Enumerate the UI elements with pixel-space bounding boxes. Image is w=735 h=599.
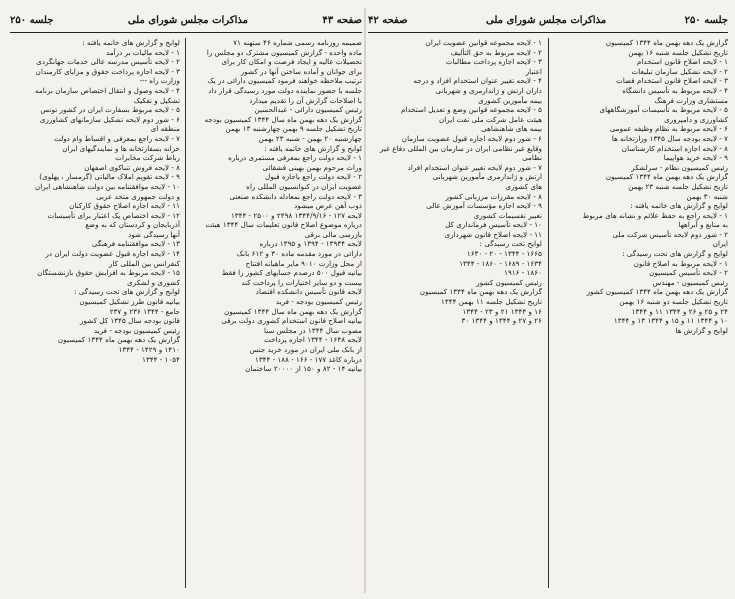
- text-line: ۱۶۶۵ - ۱۳۴۴ - ۲۰ - ۱۶۳۰: [466, 249, 542, 259]
- text-line: خزانه بسفارتخانه ها و نمایندگیهای ایران: [62, 143, 180, 153]
- text-line: به منابع و آبراهها: [678, 220, 728, 230]
- text-line: و دولت جمهوری متحد عربی: [96, 191, 180, 201]
- text-line: کشوری و لشکری: [127, 277, 180, 287]
- text-line: لوایح و گزارش ها: [675, 325, 728, 335]
- text-line: لوایح و گزارش های خاتمه یافته :: [630, 201, 728, 211]
- text-line: شنبه ۳۰ بهمن: [686, 191, 728, 201]
- text-line: ۱۲ - لایحه اختصاص یک اعتبار برای تأسیسات: [47, 210, 180, 220]
- text-line: گزارش یک دهه بهمن ماه ۱۳۴۴ کمیسیون: [605, 38, 728, 47]
- text-line: منطقه ای: [150, 124, 180, 134]
- text-line: رئیس کمیسیون کشور: [476, 277, 542, 287]
- text-line: لوایح و گزارش های خاتمه یافته :: [82, 38, 180, 47]
- text-line: ۵ - لایحه مجموعه قوانین وضع و تعدیل استخدام: [400, 105, 542, 115]
- text-line: با اصلاحات گزارش آن را تقدیم میدارد: [249, 95, 362, 105]
- text-line: تاریخ تشکیل جلسه ۱۱ بهمن ۱۳۴۴: [441, 297, 542, 307]
- text-line: ۲۶ و ۲۷ و ۱۳۴۴ و ۱۳۴۴ ۳۰: [461, 316, 542, 326]
- text-line: ۲ - لایحه تأسیس مدرسه عالی خدمات جهانگردی: [36, 57, 180, 67]
- text-line: لوایح و گزارش های تحت رسیدگی :: [622, 249, 728, 259]
- text-line: بازرسی مالی برقی: [304, 229, 362, 239]
- text-line: تغییر تقسیمات کشوری: [473, 210, 542, 220]
- left-page-session: جلسه ۲۵۰: [10, 14, 54, 26]
- text-line: جلسه با حضور نماینده دولت مورد رسیدگی قرار داد: [208, 85, 362, 95]
- text-line: ۱ - لایحه راجع به حفظ علائم و نشانه های مربوط: [582, 210, 728, 220]
- text-line: ۵ - لایحه مربوط بسفارت ایران در کشور تونس: [40, 105, 180, 115]
- text-line: درباره کاغذ ۱۷۷ - ۱۶۶ - ۱۸۸ - ۱۳۴۴: [254, 354, 362, 364]
- text-line: بیانیه اصلاح قانون استخدام کشوری دولت برقی: [221, 316, 362, 326]
- text-line: بیانیه قبول ۵۰۰ درصدم حسابهای کشور را فقط: [221, 268, 362, 278]
- text-line: رباط شرکت مخابرات: [115, 153, 180, 163]
- text-line: ۸ - لایحه فروش تنباکوی اصفهان: [84, 162, 180, 172]
- text-line: ۱۴ - لایحه اجازه قبول عضویت دولت ایران در: [45, 249, 180, 259]
- text-line: گزارش یک دهه بهمن ماه سال ۱۳۴۴ کمیسیون: [224, 306, 362, 316]
- text-line: گزارش یک دهه بهمن ماه سال ۱۳۴۴ کمیسیون بودجه: [204, 114, 362, 124]
- text-line: ۶ - شور دوم لایحه تشکیل سازمانهای کشاورزی: [39, 114, 180, 124]
- text-line: رئیس کمیسیون نظام - سرلشکر: [631, 162, 728, 172]
- text-line: ۱۵ - لایحه مربوط به افزایش حقوق بازنشستگان: [37, 268, 180, 278]
- right-page: [368, 8, 728, 593]
- right-page-number: صفحه ۴۲: [368, 14, 408, 26]
- text-line: مصوب سال ۱۳۴۴ در مجلس سنا: [264, 325, 362, 335]
- text-line: ۱ - لایحه اصلاح قانون استخدام: [636, 57, 728, 67]
- text-line: رئیس کمیسیون بودجه - فرید: [93, 325, 180, 335]
- text-line: ۵ - لایحه مربوط به تأسیسات آموزشگاههای: [599, 105, 728, 115]
- text-line: ۹ - لایحه اجازه مؤسسات آموزش عالی: [426, 201, 542, 211]
- text-line: لایحه قانون تأسیس دانشکده اقتصاد: [255, 287, 362, 297]
- right-page-session: جلسه ۲۵۰: [684, 14, 728, 26]
- text-line: لایحه ۱۲۷ - ۱۳۴۴/۹/۱۶ ۲۴۹۸ و ۲۵۰۰ - ۱۳۴۴: [230, 210, 362, 220]
- text-line: ۷ - لایحه راجع بمعرفی و اقساط وام دولت: [54, 133, 180, 143]
- text-line: کشاورزی و دامپروری: [664, 114, 728, 124]
- text-line: بیمه مأمورین کشوری: [478, 95, 542, 105]
- text-line: ۱ - لایحه دولت راجع بمعرفی مستمری درباره: [228, 153, 362, 163]
- text-line: ۶ - شور دوم لایحه اجازه قبول عضویت سازمان: [401, 133, 542, 143]
- text-line: گزارش یک دهه بهمن ماه ۱۳۴۴ کمیسیون: [605, 172, 728, 182]
- text-line: بیمه های شاهنشاهی: [481, 124, 542, 134]
- text-line: ارتش و ژاندارمری مأمورین شهربانی: [432, 172, 542, 182]
- text-line: جامع - ۱۳۴۴ ۲۳۶ و ۲۳۷: [109, 306, 180, 316]
- text-line: ۳ - لایحه اصلاح قانون استخدام قضات: [616, 76, 728, 86]
- text-line: ۲ - لایحه دولت راجع باجازه قبول: [265, 172, 362, 182]
- book-gutter: [364, 8, 366, 593]
- text-line: گزارش یک دهه بهمن ماه ۱۳۴۴ کمیسیون: [419, 287, 542, 297]
- text-line: ضمیمه روزنامه رسمی شماره ۴۶ ستهنه ۷۱: [233, 38, 362, 47]
- text-line: مستشاری وزارت فرهنگ: [654, 95, 728, 105]
- text-line: رئیس کمیسیون دارائی - عبدالحسین: [254, 105, 362, 115]
- text-line: ۱ - لایحه مجموعه قوانین عضویت ایران: [425, 38, 542, 47]
- text-line: ۲ - شور دوم لایحه تأسیس شرکت ملی: [612, 229, 728, 239]
- text-line: رئیس کمیسیون بودجه - فرید: [275, 297, 362, 307]
- text-line: تشکیل و تفکیک: [133, 95, 180, 105]
- text-line: قانون بودجه سال ۱۳۴۵ کل کشور: [79, 316, 180, 326]
- text-line: ۷ - شور دوم لایحه تغییر عنوان استخدام افراد: [407, 162, 542, 172]
- text-line: ۱۶۳۴ - ۱۶۸۹ - ۱۸۶۰ - ۱۳۴۴: [459, 258, 542, 268]
- text-line: ۳ - لایحه اجازه پرداخت حقوق و مزایای کارمندان: [35, 66, 180, 76]
- text-line: لوایح و گزارش های خاتمه یافته :: [264, 143, 362, 153]
- right-page-title: مذاکرات مجلس شورای ملی: [486, 14, 607, 26]
- text-line: ۱۱ - لایحه اجازه اصلاح حقوق کارکنان: [69, 201, 180, 211]
- text-line: تاریخ تشکیل جلسه ۹ بهمن چهارشنبه ۱۳ بهمن: [225, 124, 362, 134]
- text-line: ۹ - لایحه خرید هواپیما: [663, 153, 728, 163]
- text-line: از محل وزارت ۹۰۱۰ مایر ماهیانه افتتاح: [245, 258, 362, 268]
- text-line: ۱۳ - لایحه موافقتنامه فرهنگی: [91, 239, 180, 249]
- text-line: رئیس کمیسیون - مهندس: [652, 277, 728, 287]
- text-line: های کشوری: [505, 181, 542, 191]
- left-page-header: [10, 8, 362, 33]
- text-line: از بانک ملی ایران در مورد خرید جنس: [249, 345, 362, 354]
- text-line: وقایع غیر نظامی ایران در سازمان بین المللی دفاع غیر: [380, 143, 542, 153]
- text-line: ۹ - لایحه تقویم املاک مالیاتی (گرمسار ، پهلوی): [39, 172, 180, 182]
- text-line: ۱۰ - لایحه موافقتنامه بین دولت شاهنشاهی ایران: [35, 181, 180, 191]
- text-line: ۱۱ - لایحه اصلاح قانون شهرداری: [444, 229, 542, 239]
- text-line: گزارش یک دهه بهمن ماه ۱۳۴۴ کمیسیون کشور: [586, 287, 728, 297]
- text-line: ۱۴۱۰ و ۱۴۲۹ - ۱۳۴۴: [118, 345, 180, 354]
- text-line: ترتیب ملاحظه خواهند فرمود کمیسیون دارائی در یک: [207, 76, 362, 86]
- left-page-column-left: [10, 38, 180, 593]
- text-line: ۸ - لایحه اجازه استخدام کارشناسان: [621, 143, 728, 153]
- left-page: [10, 8, 362, 593]
- text-line: چهارشنبه ۲۰ بهمن - شنبه ۲۳ بهمن: [258, 133, 362, 143]
- text-line: ۴ - لایحه مربوط به تأسیس دانشگاه: [622, 85, 728, 95]
- text-line: وراث مرحوم بهمن بهینی قشقائی: [262, 162, 362, 172]
- text-line: ۲ - لایحه تأسیس کمیسیون: [649, 268, 728, 278]
- text-line: بیانیه ۱۴ - ۸۲ و ۱۵۰ از ۲۰۰۰۰ ساختمان: [245, 364, 362, 374]
- text-line: لایحه ۱۶۴۸ - ۱۳۴۴ اجازه پرداخت: [264, 335, 362, 345]
- text-line: لوایح و گزارش های تحت رسیدگی :: [74, 287, 180, 297]
- text-line: ۷ - لایحه بودجه سال ۱۳۴۵ وزارتخانه ها: [611, 133, 728, 143]
- text-line: ایران: [712, 239, 728, 249]
- text-line: برای جوانان و آماده ساختن آنها در کشور: [240, 66, 362, 76]
- left-page-column-right: [192, 38, 362, 593]
- text-line: نظامی: [522, 153, 542, 163]
- text-line: دارائی در مورد مقدمه ماده ۳۰ و ۶۱۲ بانک: [236, 249, 362, 259]
- text-line: ۱ - لایحه مالیات بر درآمد: [106, 47, 180, 57]
- text-line: کنفرانس بین المللی کار: [108, 258, 180, 268]
- text-line: ۲ - لایحه تشکیل سازمان تبلیغات: [631, 66, 728, 76]
- text-line: آنها رسیدگی شود: [128, 229, 180, 239]
- text-line: تاریخ تشکیل جلسه دو شنبه ۱۶ بهمن: [619, 297, 728, 307]
- text-line: ۴ - لایحه وصول و انتقال اختصاص سازمان برنامه: [35, 85, 180, 95]
- text-line: اعتبار: [525, 66, 542, 76]
- text-line: ۴ - لایحه تغییر عنوان استخدام افراد و درجه: [413, 76, 542, 86]
- text-line: لایحه ۱۳۹۳۴ - ۱۳۹۴ و ۱۳۹۵ درباره: [259, 239, 362, 249]
- text-line: ۲ - لایحه مربوط به حق التألیف: [450, 47, 542, 57]
- text-line: ۳ - لایحه دولت راجع بمعادله دانشکده صنعتی: [229, 191, 362, 201]
- text-line: گزارش یک دهه بهمن ماه ۱۳۴۴ کمیسیون: [57, 335, 180, 345]
- left-page-number: صفحه ۴۳: [322, 14, 362, 26]
- text-line: ۱۶ و ۱۳۴۴ ۲۱ و ۲۳ - ۱۳۴۴: [462, 306, 542, 316]
- right-page-column-right: [554, 38, 728, 593]
- text-line: بیست و دو سایر اختیارات را پرداخت کند: [241, 277, 362, 287]
- text-line: ذوب آهن عرض میشود: [294, 201, 362, 211]
- text-line: ماده واحده - گزارش کمیسیون مشترک دو مجلس را: [206, 47, 362, 57]
- right-page-column-left: [368, 38, 542, 593]
- text-line: عضویت ایران در کنوانسیون المللی راه: [246, 181, 362, 191]
- text-line: ۱۰۵۴ - ۱۳۴۴: [142, 354, 180, 364]
- text-line: لوایح تحت رسیدگی :: [479, 239, 542, 249]
- text-line: تحصیلات عالیه و ایجاد فرصت و امکان کار برای: [221, 57, 362, 67]
- text-line: ۱۰ - لایحه تأسیس فرمانداری کل: [445, 220, 542, 230]
- text-line: تاریخ تشکیل جلسه شنبه ۱۶ بهمن: [628, 47, 728, 57]
- text-line: ۸ - لایحه مقررات مرزبانی کشور: [445, 191, 542, 201]
- text-line: بیانیه قانون طرز تشکیل کمیسیون: [79, 297, 180, 307]
- text-line: ۳ - لایحه اجازه پرداخت مطالبات: [445, 57, 542, 67]
- right-page-header: [368, 8, 728, 33]
- text-line: تاریخ تشکیل جلسه شنبه ۲۳ بهمن: [628, 181, 728, 191]
- left-page-title: مذاکرات مجلس شورای ملی: [127, 14, 248, 26]
- text-line: ۶ - لایحه مربوط به نظام وظیفه عمومی: [609, 124, 728, 134]
- text-line: ۱۰ و ۱۳۴۴ ۱۱ و ۱۵ و ۱۳۴۴ ۱۳ و ۱۳۴۴: [613, 316, 728, 326]
- text-line: وزارت راه ---: [139, 76, 180, 86]
- text-line: ۲۴ و ۲۵ و ۲۶ و ۱۳۴۴ ۱۱ و ۱۳۴۴: [631, 306, 728, 316]
- text-line: درباره موضوع اصلاح قانون تعلیمات سال ۱۳۴۴ هیئت: [205, 220, 362, 230]
- column-divider: [548, 38, 549, 588]
- text-line: داران ارتش و ژاندارمری و شهربانی: [435, 85, 542, 95]
- text-line: ۱ - لایحه مربوط به اصلاح قانون: [633, 258, 728, 268]
- text-line: ۱۸۶۰ - ۱۹۱۶: [504, 268, 542, 278]
- column-divider: [185, 38, 186, 588]
- text-line: هیئت عامل شرکت ملی نفت ایران: [438, 114, 542, 124]
- text-line: آذربایجان و کردستان که به وضع: [85, 220, 180, 230]
